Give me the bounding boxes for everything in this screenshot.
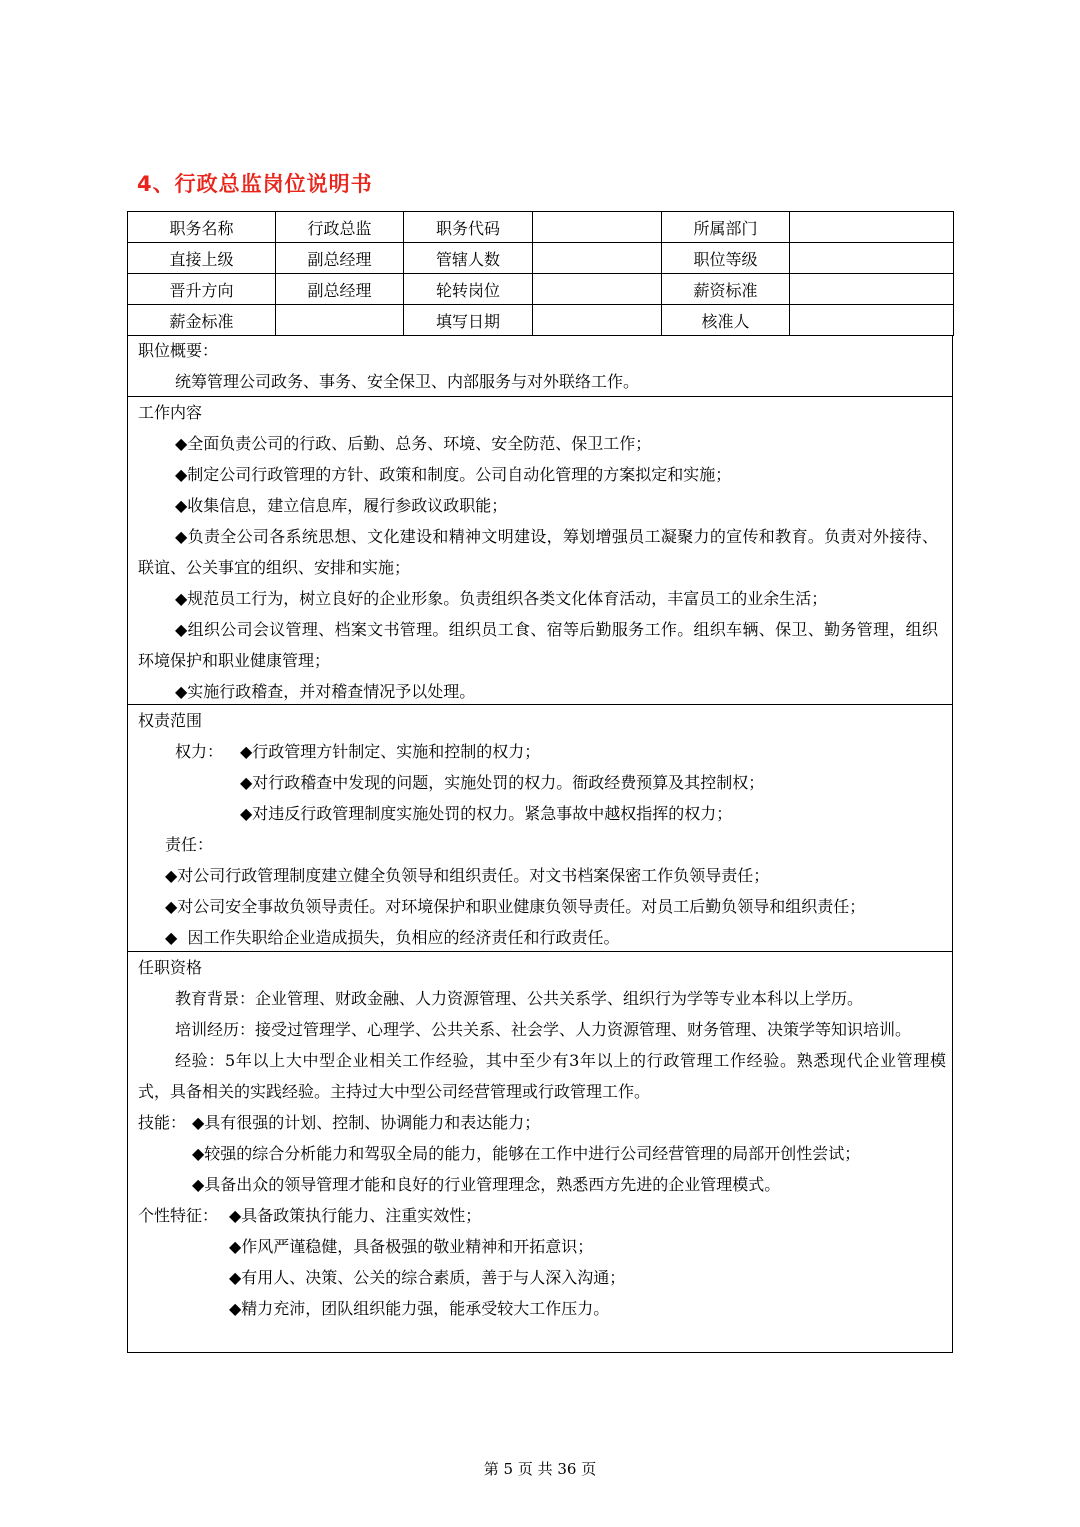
value-fill-date	[533, 305, 662, 336]
value-salary-standard	[790, 274, 954, 305]
label-salary-standard: 薪资标准	[662, 274, 790, 305]
value-department	[790, 212, 954, 243]
label-position-name: 职务名称	[128, 212, 276, 243]
job-info-table	[127, 211, 954, 336]
overview-section	[127, 335, 953, 397]
power-item: ◆行政管理方针制定、实施和控制的权力；	[240, 742, 541, 761]
power-item: ◆对行政稽查中发现的问题，实施处罚的权力。衙政经费预算及其控制权；	[240, 773, 765, 792]
value-position-code	[533, 212, 662, 243]
table-row	[128, 243, 954, 274]
work-heading: 工作内容	[138, 403, 203, 422]
value-direct-superior: 副总经理	[276, 243, 404, 274]
table-row	[128, 305, 954, 336]
authority-heading: 权责范围	[138, 711, 203, 730]
value-pay-standard	[276, 305, 404, 336]
work-section	[127, 397, 953, 705]
trait-label: 个性特征：	[138, 1206, 219, 1225]
qualification-section	[127, 952, 953, 1353]
power-item: ◆对违反行政管理制度实施处罚的权力。紧急事故中越权指挥的权力；	[240, 804, 733, 823]
label-fill-date: 填写日期	[404, 305, 533, 336]
value-approver	[790, 305, 954, 336]
trait-item: ◆具备政策执行能力、注重实效性；	[229, 1206, 482, 1225]
page-footer: 第 5 页 共 36 页	[483, 1460, 597, 1478]
skill-item: ◆具有很强的计划、控制、协调能力和表达能力；	[192, 1113, 541, 1132]
label-position-level: 职位等级	[662, 243, 790, 274]
label-direct-superior: 直接上级	[128, 243, 276, 274]
qualification-heading: 任职资格	[138, 958, 203, 977]
value-rotation	[533, 274, 662, 305]
list-item: ◆实施行政稽查，并对稽查情况予以处理。	[175, 682, 476, 701]
training-text: 培训经历：接受过管理学、心理学、公共关系、社会学、人力资源管理、财务管理、决策学等知识培训。	[175, 1020, 912, 1039]
power-label: 权力：	[175, 742, 224, 761]
label-department: 所属部门	[662, 212, 790, 243]
skill-label: 技能：	[138, 1113, 187, 1132]
value-subordinates	[533, 243, 662, 274]
list-item: ◆规范员工行为，树立良好的企业形象。负责组织各类文化体育活动，丰富员工的业余生活；	[175, 589, 828, 608]
label-position-code: 职务代码	[404, 212, 533, 243]
page-title: 4、行政总监岗位说明书	[137, 172, 373, 196]
skill-item: ◆较强的综合分析能力和驾驭全局的能力，能够在工作中进行公司经营管理的局部开创性尝试；	[192, 1144, 861, 1163]
duty-label: 责任：	[165, 835, 214, 854]
value-position-name: 行政总监	[276, 212, 404, 243]
label-promotion: 晋升方向	[128, 274, 276, 305]
experience-text: 经验：5年以上大中型企业相关工作经验，其中至少有3年以上的行政管理工作经验。熟悉现代企业管理模式，具备相关的实践经验。主持过大中型公司经营管理或行政管理工作。	[138, 1051, 946, 1101]
duty-item: ◆对公司安全事故负领导责任。对环境保护和职业健康负领导责任。对员工后勤负领导和组织责任；	[165, 897, 866, 916]
trait-item: ◆精力充沛，团队组织能力强，能承受较大工作压力。	[229, 1299, 610, 1318]
duty-item: ◆ 因工作失职给企业造成损失，负相应的经济责任和行政责任。	[165, 928, 620, 947]
list-item: ◆负责全公司各系统思想、文化建设和精神文明建设，筹划增强员工凝聚力的宣传和教育。负责对外接待、联谊、公关事宜的组织、安排和实施；	[138, 527, 938, 577]
label-subordinates: 管辖人数	[404, 243, 533, 274]
overview-heading: 职位概要：	[138, 341, 219, 360]
table-row	[128, 212, 954, 243]
overview-text: 统筹管理公司政务、事务、安全保卫、内部服务与对外联络工作。	[175, 372, 640, 391]
skill-item: ◆具备出众的领导管理才能和良好的行业管理理念，熟悉西方先进的企业管理模式。	[192, 1175, 781, 1194]
label-rotation: 轮转岗位	[404, 274, 533, 305]
label-approver: 核准人	[662, 305, 790, 336]
education-text: 教育背景：企业管理、财政金融、人力资源管理、公共关系学、组织行为学等专业本科以上学历。	[175, 989, 864, 1008]
trait-item: ◆有用人、决策、公关的综合素质，善于与人深入沟通；	[229, 1268, 626, 1287]
value-position-level	[790, 243, 954, 274]
authority-section	[127, 705, 953, 952]
table-row	[128, 274, 954, 305]
trait-item: ◆作风严谨稳健，具备极强的敬业精神和开拓意识；	[229, 1237, 594, 1256]
duty-item: ◆对公司行政管理制度建立健全负领导和组织责任。对文书档案保密工作负领导责任；	[165, 866, 770, 885]
list-item: ◆制定公司行政管理的方针、政策和制度。公司自动化管理的方案拟定和实施；	[175, 465, 732, 484]
list-item: ◆全面负责公司的行政、后勤、总务、环境、安全防范、保卫工作；	[175, 434, 652, 453]
list-item: ◆组织公司会议管理、档案文书管理。组织员工食、宿等后勤服务工作。组织车辆、保卫、勤务管理，组织环境保护和职业健康管理；	[138, 620, 938, 670]
list-item: ◆收集信息，建立信息库，履行参政议政职能；	[175, 496, 508, 515]
value-promotion: 副总经理	[276, 274, 404, 305]
label-pay-standard: 薪金标准	[128, 305, 276, 336]
